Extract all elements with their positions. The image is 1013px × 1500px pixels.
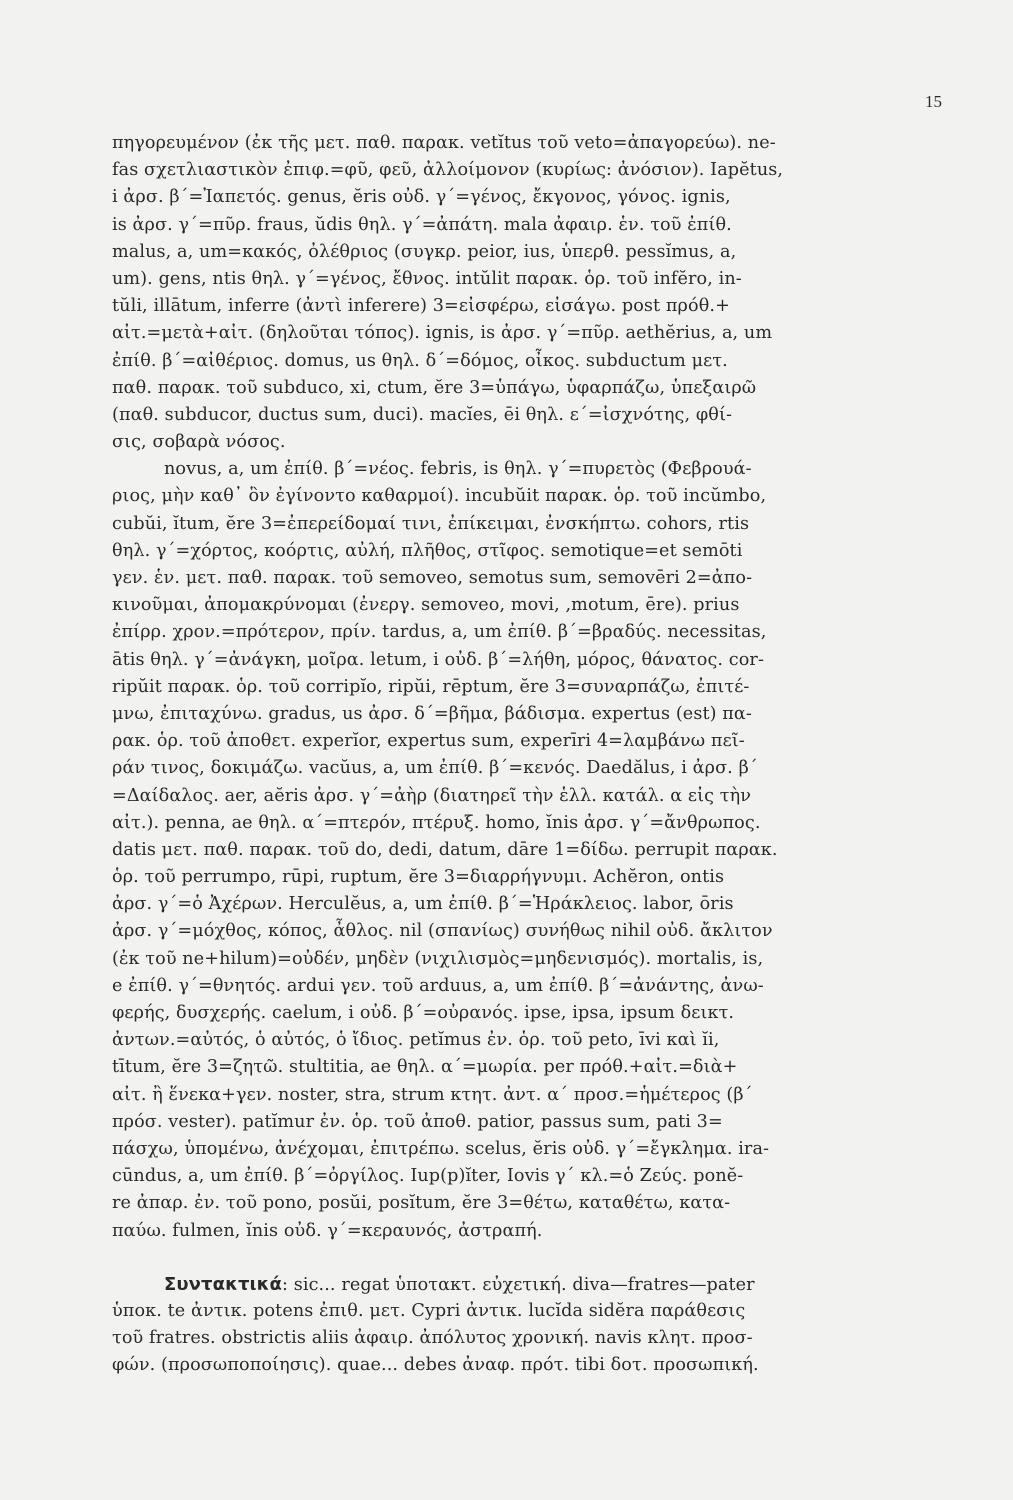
- text-line: ὁρ. τοῦ perrumpo, rūpi, ruptum, ĕre 3=διαρρήγνυμι. Achĕron, ontis: [112, 867, 725, 888]
- text-line: [112, 1271, 972, 1298]
- text-line: =Δαίδαλος. aer, aĕris ἀρσ. γ΄=ἀὴρ (διατηρεῖ τὴν ἑλλ. κατάλ. α εἰς τὴν: [112, 785, 752, 806]
- syntax-heading: Συντακτικά: [164, 1273, 283, 1295]
- text-block: [112, 130, 972, 1379]
- syntax-line-text: : sic... regat ὑποτακτ. εὐχετική. diva—fratres—pater: [282, 1274, 755, 1295]
- text-line: i ἀρσ. β΄=Ἰαπετός. genus, ĕris οὐδ. γ΄=γένος, ἔκγονος, γόνος. ignis,: [112, 187, 731, 208]
- text-line: μνω, ἐπιταχύνω. gradus, us ἀρσ. δ΄=βῆμα, βάδισμα. expertus (est) πα-: [112, 703, 752, 724]
- text-line: ὑποκ. te ἀντικ. potens ἐπιθ. μετ. Cypri ἀντικ. lucĭda sidĕra παράθεσις: [112, 1300, 746, 1321]
- text-line: φερής, δυσχερής. caelum, i οὐδ. β΄=οὐρανός. ipse, ipsa, ipsum δεικτ.: [112, 1003, 735, 1023]
- syntax-section: [112, 1271, 972, 1380]
- text-line: malus, a, um=κακός, ὀλέθριος (συγκρ. peior, ius, ὑπερθ. pessĭmus, a,: [112, 241, 737, 262]
- text-line: ἀρσ. γ΄=μόχθος, κόπος, ἆθλος. nil (σπανίως) συνήθως nihil οὐδ. ἄκλιτον: [112, 921, 773, 942]
- text-line: tŭli, illātum, inferre (ἀντὶ inferere) 3=εἰσφέρω, εἰσάγω. post πρόθ.+: [112, 296, 730, 317]
- paragraph-glossary-1: [112, 130, 972, 456]
- text-line: παθ. παρακ. τοῦ subduco, xi, ctum, ĕre 3=ὑπάγω, ὑφαρπάζω, ὑπεξαιρῶ: [112, 377, 757, 398]
- text-line: αἰτ. ἢ ἕνεκα+γεν. noster, stra, strum κτητ. ἀντ. α΄ προσ.=ἡμέτερος (β΄: [112, 1084, 753, 1105]
- text-line: φών. (προσωποποίησις). quae... debes ἀναφ. πρότ. tibi δοτ. προσωπική.: [112, 1355, 759, 1376]
- text-line: ράν τινος, δοκιμάζω. vacŭus, a, um ἐπίθ. β΄=κενός. Daedălus, i ἀρσ. β΄: [112, 758, 758, 779]
- text-line: τοῦ fratres. obstrictis aliis ἀφαιρ. ἀπόλυτος χρονική. navis κλητ. προσ-: [112, 1328, 753, 1349]
- text-line: ἐπίθ. β΄=αἰθέριος. domus, us θηλ. δ΄=δόμος, οἶκος. subductum μετ.: [112, 350, 728, 371]
- text-line: datis μετ. παθ. παρακ. τοῦ do, dedi, datum, dāre 1=δίδω. perrupit παρακ.: [112, 839, 778, 860]
- text-line: κινοῦμαι, ἀπομακρύνομαι (ἐνεργ. semoveo, movi, ,motum, ēre). prius: [112, 595, 740, 616]
- paragraph-glossary-2: [112, 456, 972, 1244]
- text-line: e ἐπίθ. γ΄=θνητός. ardui γεν. τοῦ arduus, a, um ἐπίθ. β΄=ἀνάντης, ἀνω-: [112, 975, 764, 996]
- text-line: πρόσ. vester). patĭmur ἐν. ὁρ. τοῦ ἀποθ. patior, passus sum, pati 3=: [112, 1111, 723, 1132]
- text-line: θηλ. γ΄=χόρτος, κοόρτις, αὐλή, πλῆθος, στῖφος. semotique=et semōti: [112, 540, 743, 561]
- text-line: (παθ. subducor, ductus sum, duci). macĭes, ēi θηλ. ε΄=ἰσχνότης, φθί-: [112, 404, 732, 425]
- text-line: ρακ. ὁρ. τοῦ ἀποθετ. experĭor, expertus sum, experīri 4=λαμβάνω πεῖ-: [112, 731, 745, 752]
- text-line: ātis θηλ. γ΄=ἀνάγκη, μοῖρα. letum, i οὐδ. β΄=λήθη, μόρος, θάνατος. cor-: [112, 649, 764, 670]
- text-line: ripŭit παρακ. ὁρ. τοῦ corripĭo, ripŭi, rēptum, ĕre 3=συναρπάζω, ἐπιτέ-: [112, 676, 750, 697]
- text-line: is ἀρσ. γ΄=πῦρ. fraus, ŭdis θηλ. γ΄=ἀπάτη. mala ἀφαιρ. ἑν. τοῦ ἐπίθ.: [112, 214, 732, 235]
- text-line: γεν. ἑν. μετ. παθ. παρακ. τοῦ semoveo, semotus sum, semovēri 2=ἀπο-: [112, 568, 753, 588]
- text-line: tītum, ĕre 3=ζητῶ. stultitia, ae θηλ. α΄=μωρία. per πρόθ.+αἰτ.=διὰ+: [112, 1057, 738, 1078]
- text-line: αἰτ.). penna, ae θηλ. α΄=πτερόν, πτέρυξ. homo, ĭnis ἀρσ. γ΄=ἄνθρωπος.: [112, 812, 761, 833]
- text-line: ἀντων.=αὐτός, ὁ αὐτός, ὁ ἴδιος. petĭmus ἐν. ὁρ. τοῦ peto, īvi καὶ ĭi,: [112, 1030, 720, 1051]
- text-line: πηγορευμένον (ἐκ τῆς μετ. παθ. παρακ. vetĭtus τοῦ veto=ἀπαγορεύω). ne-: [112, 133, 776, 153]
- text-line: αἰτ.=μετὰ+αἰτ. (δηλοῦται τόπος). ignis, is ἀρσ. γ΄=πῦρ. aethĕrius, a, um: [112, 323, 773, 344]
- text-line: πάσχω, ὑπομένω, ἀνέχομαι, ἐπιτρέπω. scelus, ĕris οὐδ. γ΄=ἔγκλημα. ira-: [112, 1138, 770, 1159]
- text-line: re ἀπαρ. ἐν. τοῦ pono, posŭi, posĭtum, ĕre 3=θέτω, καταθέτω, κατα-: [112, 1193, 731, 1214]
- text-line: παύω. fulmen, ĭnis οὐδ. γ΄=κεραυνός, ἀστραπή.: [112, 1220, 543, 1241]
- text-line: cubŭi, ĭtum, ĕre 3=ἐπερείδομαί τινι, ἐπίκειμαι, ἐνσκήπτω. cohors, rtis: [112, 513, 750, 534]
- text-line: σις, σοβαρὰ νόσος.: [112, 432, 286, 453]
- text-line: fas σχετλιαστικὸν ἐπιφ.=φῦ, φεῦ, ἀλλοίμονον (κυρίως: ἀνόσιον). Iapĕtus,: [112, 160, 784, 181]
- page-number: 15: [925, 92, 942, 111]
- text-line: ἐπίρρ. χρον.=πρότερον, πρίν. tardus, a, um ἐπίθ. β΄=βραδύς. necessitas,: [112, 622, 767, 643]
- text-line: ριος, μὴν καθ᾽ ὃν ἐγίνοντο καθαρμοί). incubŭit παρακ. ὁρ. τοῦ incŭmbo,: [112, 486, 767, 507]
- text-line: novus, a, um ἐπίθ. β΄=νέος. febris, is θηλ. γ΄=πυρετὸς (Φεβρουά-: [164, 459, 752, 480]
- text-line: um). gens, ntis θηλ. γ΄=γένος, ἔθνος. intŭlit παρακ. ὁρ. τοῦ infĕro, in-: [112, 268, 742, 289]
- text-line: cūndus, a, um ἐπίθ. β΄=ὀργίλος. Iup(p)ĭter, Iovis γ΄ κλ.=ὁ Ζεύς. ponĕ-: [112, 1166, 744, 1187]
- text-line: ἀρσ. γ΄=ὁ Ἀχέρων. Herculĕus, a, um ἐπίθ. β΄=Ἡράκλειος. labor, ōris: [112, 894, 734, 915]
- text-line: (ἐκ τοῦ ne+hilum)=οὐδέν, μηδὲν (νιχιλισμὸς=μηδενισμός). mortalis, is,: [112, 948, 764, 969]
